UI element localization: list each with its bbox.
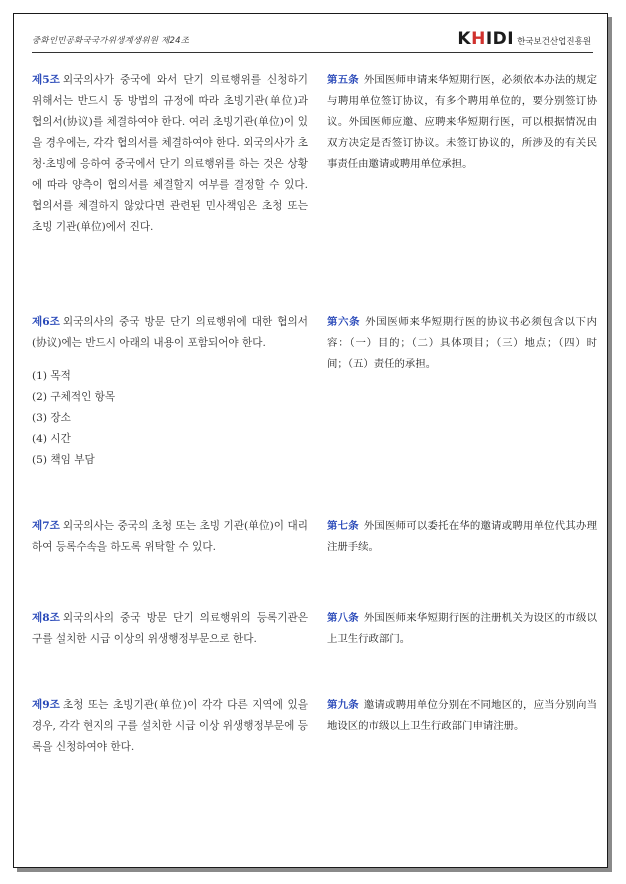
article-ko (32, 516, 308, 558)
article-ko (32, 312, 308, 471)
article-zh (327, 516, 597, 558)
article-ko (32, 608, 308, 650)
article-text-ko: 외국의사의 중국 방문 단기 의료행위의 등록기관은 구를 설치한 시급 이상의 위생행정부문으로 한다. (32, 612, 308, 645)
list-item: (1) 목적 (32, 370, 71, 382)
article-text-zh: 外国医师来华短期行医的注册机关为设区的市级以上卫生行政部门。 (327, 612, 597, 645)
article-text-zh: 邀请或聘用单位分别在不同地区的，应当分别向当地设区的市级以上卫生行政部门申请注册。 (327, 699, 597, 732)
brand-org-name: 한국보건산업진흥원 (517, 36, 591, 47)
article-ko (32, 70, 308, 238)
article-text-zh: 外国医师申请来华短期行医，必须依本办法的规定与聘用单位签订协议，有多个聘用单位的，要分别签订协议。外国医师应邀、应聘来华短期行医，可以根据情况由双方决定是否签订协议。未签订协议的，所涉及的有关民事责任由邀请或聘用单位承担。 (327, 74, 597, 170)
list-item: (5) 책임 부담 (32, 454, 95, 466)
article-number-zh: 第六条 (327, 316, 361, 328)
article-number-zh: 第七条 (327, 520, 359, 532)
list-item: (4) 시간 (32, 433, 71, 445)
article-zh (327, 608, 597, 650)
article-number-ko: 제5조 (32, 74, 60, 86)
article-number-ko: 제8조 (32, 612, 60, 624)
article-text-ko: 초청 또는 초빙기관(单位)이 각각 다른 지역에 있을 경우, 각각 현지의 구를 설치한 시급 이상 위생행정부문에 등록을 신청하여야 한다. (32, 699, 308, 753)
document-page (13, 13, 608, 868)
khidi-logo: KHIDI (457, 29, 515, 49)
article-zh (327, 70, 597, 175)
article-zh (327, 695, 597, 737)
article-text-zh: 外国医师来华短期行医的协议书必须包含以下内容：（一）目的；（二）具体项目；（三）地点；（四）时间；（五）责任的承担。 (327, 316, 598, 370)
article-text-ko: 외국의사는 중국의 초청 또는 초빙 기관(单位)이 대리하여 등록수속을 하도록 위탁할 수 있다. (32, 520, 308, 553)
article-number-zh: 第九条 (327, 699, 359, 711)
brand (457, 29, 591, 49)
page-header (32, 26, 593, 53)
article-item-list (32, 366, 308, 471)
article-number-ko: 제9조 (32, 699, 60, 711)
article-text-ko: 외국의사가 중국에 와서 단기 의료행위를 신청하기 위해서는 반드시 동 방법의 규정에 따라 초빙기관(单位)과 협의서(协议)를 체결하여야 한다. 여러 초빙기관(单位)이 있을 경우에는, 각각 협의서를 체결하여야 한다. 외국의사가 초청·초빙에 응하여 중국에서 단기 의료행위를 하는 것은 상황에 따라 양측이 협의서를 체결할지 여부를 결정할 수 있다. 협의서를 체결하지 않았다면 관련된 민사책임은 초청 또는 초빙 기관(单位)에서 진다. (32, 74, 308, 233)
article-zh (327, 312, 597, 375)
list-item: (2) 구체적인 항목 (32, 391, 116, 403)
article-number-ko: 제7조 (32, 520, 60, 532)
article-number-ko: 제6조 (32, 316, 60, 328)
article-ko (32, 695, 308, 758)
article-number-zh: 第五条 (327, 74, 359, 86)
article-text-ko: 외국의사의 중국 방문 단기 의료행위에 대한 협의서(协议)에는 반드시 아래의 내용이 포함되어야 한다. (32, 316, 308, 349)
article-number-zh: 第八条 (327, 612, 359, 624)
article-text-zh: 外国医师可以委托在华的邀请或聘用单位代其办理注册手续。 (327, 520, 597, 553)
list-item: (3) 장소 (32, 412, 71, 424)
header-title: 중화인민공화국국가위생계생위원 제24조 (32, 36, 190, 46)
